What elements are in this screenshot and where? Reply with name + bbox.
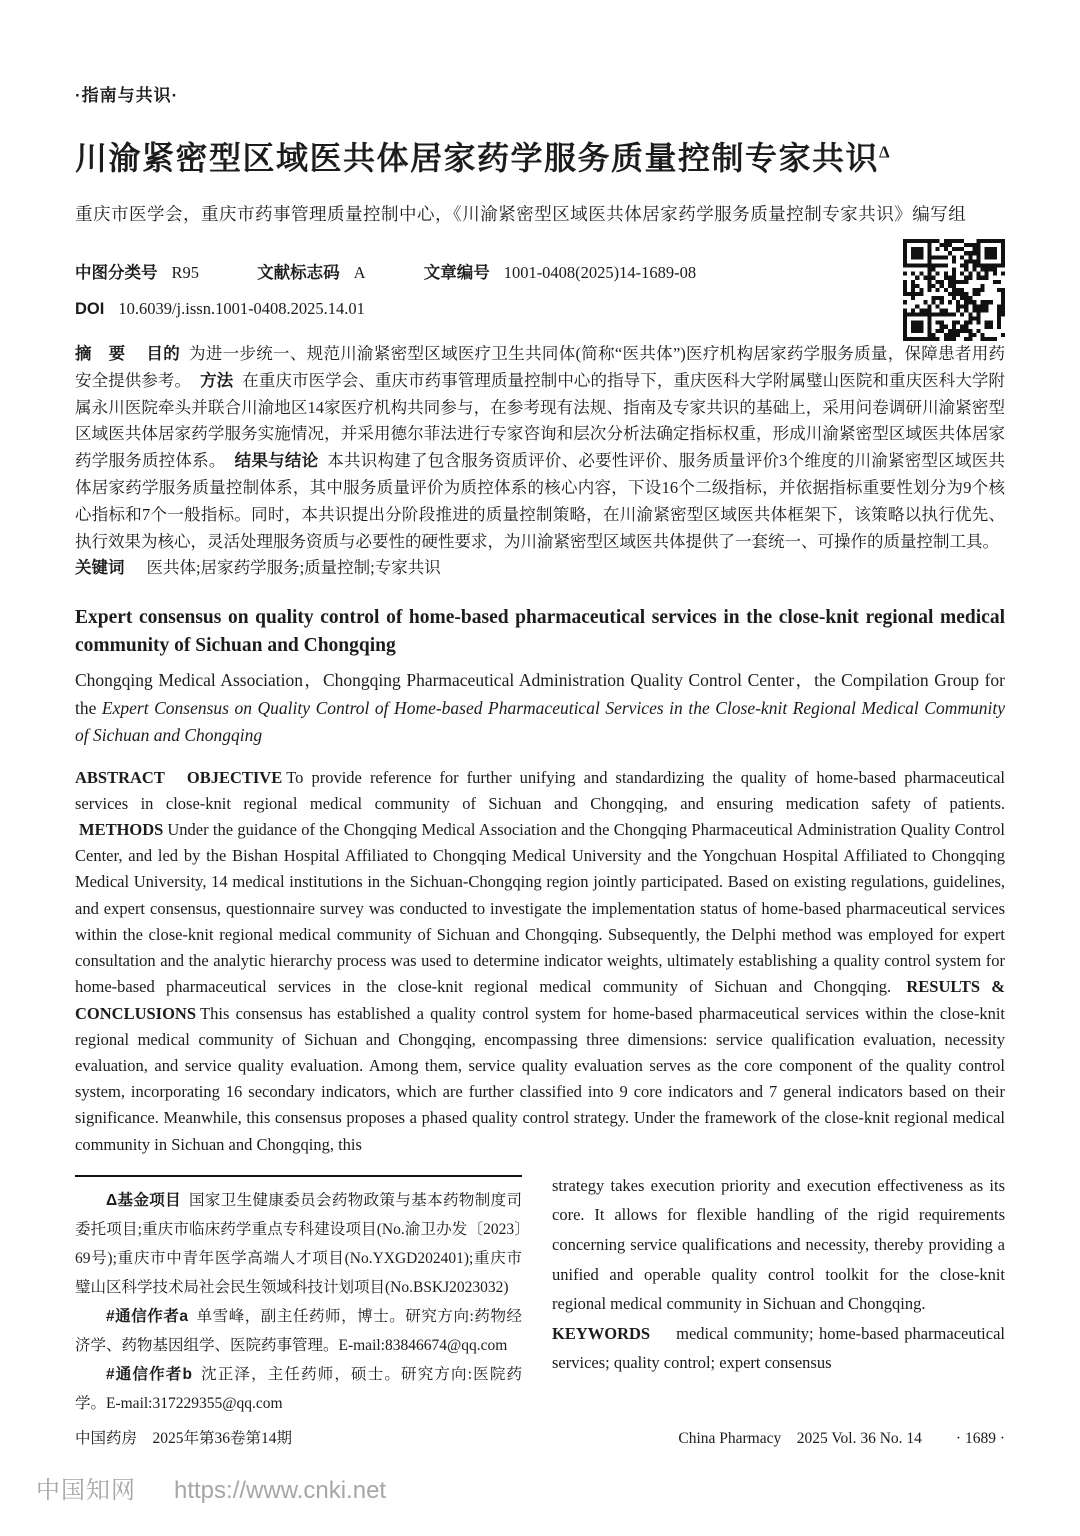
abstract-en-results-label: RESULTS & CONCLUSIONS — [75, 977, 1006, 1023]
meta-article-no — [424, 263, 696, 282]
meta-block — [75, 255, 1005, 327]
abstract-en-results-part1: This consensus has established a quality control system for home-based pharmaceutical services within the close-knit regional medical community of Sichuan and Chongqing, encompassing three dimensions: service qualification evaluation, necessity evaluation, and service quality evaluation. Among them, service quality evaluation serves as the core component of the quality control system, incorporating 16 secondary indicators, which are further classified into 9 core indicators and 7 general indicators based on their significance. Meanwhile, this consensus proposes a phased quality control strategy. Under the framework of the close-knit regional medical community in Sichuan and Chongqing, this — [75, 1003, 1005, 1154]
footnote-column — [75, 1167, 522, 1418]
abstract-cn-objective-label: 目的 — [146, 345, 181, 363]
footnote-fund-text: 国家卫生健康委员会药物政策与基本药物制度司委托项目;重庆市临床药学重点专科建设项目(No.渝卫办发〔2023〕69号);重庆市中青年医学高端人才项目(No.YXGD202401);重庆市璧山区科学技术局社会民生领域科技计划项目(No.BSKJ2023032) — [75, 1191, 522, 1296]
abstract-en — [75, 765, 1005, 1158]
article-title-en: Expert consensus on quality control of home-based pharmaceutical services in the close-knit regional medical community of Sichuan and Chongqing — [75, 607, 1005, 657]
authors-cn: 重庆市医学会，重庆市药事管理质量控制中心，《川渝紧密型区域医共体居家药学服务质量控制专家共识》编写组 — [75, 204, 967, 224]
abstract-cn-results-text: 本共识构建了包含服务资质评价、必要性评价、服务质量评价3个维度的川渝紧密型区域医共体居家药学服务质量控制体系，其中服务质量评价为质控体系的核心内容，下设16个二级指标，并依据指标重要性划分为9个核心指标和7个一般指标。同时，本共识提出分阶段推进的质量控制策略，在川渝紧密型区域医共体框架下，该策略以执行优先、执行效果为核心，灵活处理服务资质与必要性的硬性要求，为川渝紧密型区域医共体提供了一套统一、可操作的质量控制工具。 — [75, 451, 1006, 551]
footer-right — [678, 1426, 1005, 1448]
bottom-two-column — [75, 1167, 1005, 1418]
section-label: ·指南与共识· — [75, 86, 179, 105]
abstract-cn-methods-label: 方法 — [200, 371, 234, 390]
title-fund-mark: Δ — [879, 142, 892, 162]
meta-clc — [75, 263, 199, 282]
footer-page-number: · 1689 · — [955, 1430, 1005, 1447]
abstract-en-objective-label: OBJECTIVE — [186, 767, 283, 787]
doi-value: 10.6039/j.issn.1001-0408.2025.14.01 — [118, 299, 365, 318]
authors-en-normal: Chongqing Medical Association，Chongqing Pharmaceutical Administration Quality Control Center，the Compilation Group for the — [75, 670, 1005, 718]
page-footer — [75, 1426, 1005, 1448]
abstract-cn-label: 摘 要 — [75, 345, 126, 363]
abstract-en-objective-text: To provide reference for further unifying and standardizing the quality of home-based pharmaceutical services in close-knit regional medical community of Sichuan and Chongqing, and ensuring medication safety of patients. — [75, 767, 1005, 813]
keywords-en — [552, 1319, 1005, 1378]
authors-en — [75, 667, 1005, 750]
footnote-corr-a — [75, 1302, 522, 1360]
keywords-cn-text: 医共体;居家药学服务;质量控制;专家共识 — [146, 558, 441, 578]
footnote-corr-b-text: 沈正泽，主任药师，硕士。研究方向:医院药学。E-mail:317229355@qq.com — [75, 1365, 523, 1412]
cnki-site-name: 中国知网 — [36, 1477, 136, 1504]
meta-row-1 — [75, 255, 1005, 291]
authors-en-italic: Expert Consensus on Quality Control of Home-based Pharmaceutical Services in the Close-knit Regional Medical Community of Sichuan and Chongqing — [75, 697, 1005, 746]
abstract-en-methods-label: METHODS — [79, 820, 164, 840]
meta-article-no-value: 1001-0408(2025)14-1689-08 — [503, 263, 697, 282]
keywords-cn-label: 关键词 — [75, 559, 125, 578]
footnote-corr-a-label: #通信作者a — [106, 1307, 189, 1325]
footnote-corr-b — [75, 1360, 522, 1418]
footer-journal-cn: 中国药房 2025年第36卷第14期 — [75, 1430, 293, 1447]
abstract-cn-methods-text: 在重庆市医学会、重庆市药事管理质量控制中心的指导下，重庆医科大学附属璧山医院和重庆医科大学附属永川医院牵头并联合川渝地区14家医疗机构共同参与，在参考现有法规、指南及专家共识的基础上，采用问卷调研川渝紧密型区域医共体居家药学服务实施情况，并采用德尔菲法进行专家咨询和层次分析法确定指标权重，形成川渝紧密型区域医共体居家药学服务质控体系。 — [75, 370, 1006, 471]
meta-doc-code-value: A — [353, 263, 366, 282]
keywords-en-text: medical community; home-based pharmaceutical services; quality control; expert consensus — [552, 1323, 1005, 1373]
qr-code — [903, 239, 1005, 341]
article-title-cn-text: 川渝紧密型区域医共体居家药学服务质量控制专家共识 — [75, 140, 880, 176]
abstract-en-continuation: strategy takes execution priority and execution effectiveness as its core. It allows for flexible handling of the rigid requirements concerning service qualifications and necessity, thereby providing a unified and operable quality control toolkit for the close-knit regional medical community in Sichuan and Chongqing. — [552, 1175, 1005, 1314]
cnki-url: https://www.cnki.net — [174, 1477, 387, 1504]
abstract-en-label: ABSTRACT — [75, 767, 165, 787]
footnote-corr-a-text: 单雪峰，副主任药师，博士。研究方向:药物经济学、药物基因组学、医院药事管理。E-mail:83846674@qq.com — [75, 1307, 523, 1354]
keywords-en-label: KEYWORDS — [552, 1323, 651, 1343]
article-title-cn — [75, 136, 1005, 180]
keywords-cn — [75, 555, 1005, 582]
meta-doc-code — [257, 263, 365, 282]
footnote-corr-b-label: #通信作者b — [106, 1365, 192, 1383]
meta-doc-code-label: 文献标志码 — [257, 264, 340, 282]
footnote — [75, 1186, 522, 1418]
footnote-fund — [75, 1186, 522, 1302]
footnote-fund-label: Δ基金项目 — [106, 1191, 182, 1209]
cnki-watermark — [36, 1470, 386, 1505]
meta-article-no-label: 文章编号 — [423, 264, 490, 282]
footnote-divider — [75, 1175, 522, 1177]
abstract-cn-objective-text: 为进一步统一、规范川渝紧密型区域医疗卫生共同体(简称“医共体”)医疗机构居家药学服务质量，保障患者用药安全提供参考。 — [75, 344, 1006, 390]
abstract-en-continuation-column — [552, 1167, 1005, 1378]
footer-journal-en: China Pharmacy 2025 Vol. 36 No. 14 — [678, 1430, 922, 1447]
abstract-cn-results-label: 结果与结论 — [234, 452, 319, 471]
meta-clc-value: R95 — [171, 263, 200, 282]
abstract-en-methods-text: Under the guidance of the Chongqing Medical Association and the Chongqing Pharmaceutical Administration Quality Control Center, and led by the Bishan Hospital Affiliated to Chongqing Medical University and the Yongchuan Hospital Affiliated to Chongqing Medical University, 14 medical institutions in the Sichuan-Chongqing region jointly participated. Based on existing regulations, guidelines, and expert consensus, questionnaire survey was conducted to investigate the implementation status of home-based pharmaceutical services within the close-knit regional medical community of Sichuan and Chongqing. Subsequently, the Delphi method was employed for expert consultation and the analytic hierarchy process was used to determine indicator weights, ultimately establishing a quality control system for home-based pharmaceutical services in the close-knit regional medical community of Sichuan and Chongqing. — [75, 820, 1005, 997]
doi-label: DOI — [75, 300, 105, 318]
abstract-cn — [75, 341, 1005, 555]
meta-row-doi — [75, 291, 1005, 327]
meta-clc-label: 中图分类号 — [75, 264, 158, 282]
